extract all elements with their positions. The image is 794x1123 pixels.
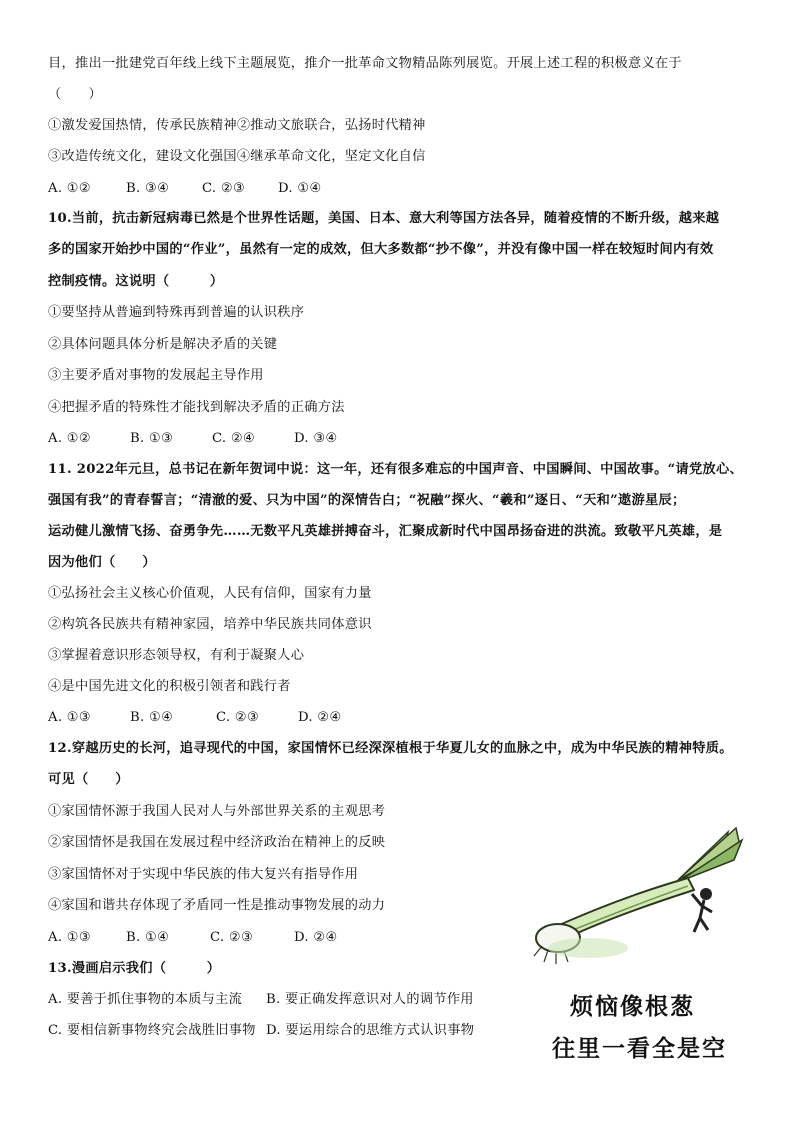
q11-stem-line-2: 强国有我”的青春誓言；“清澈的爱、只为中国”的深情告白；“祝融”探火、“羲和”逐日、“天和”遨游星辰； — [48, 493, 686, 508]
q10-statement-1: ①要坚持从普遍到特殊再到普遍的认识秩序 — [48, 305, 305, 320]
q13-option-b[interactable]: B. 要正确发挥意识对人的调节作用 — [266, 992, 474, 1007]
q13-stem: 13.漫画启示我们（ ） — [48, 961, 221, 976]
q12-statement-2: ②家国情怀是我国在发展过程中经济政治在精神上的反映 — [48, 835, 386, 850]
q10-stem-line-3: 控制疫情。这说明（ ） — [48, 274, 224, 289]
q10-options — [48, 430, 758, 448]
q10-option-a[interactable]: A. ①② — [48, 431, 92, 446]
q13-option-a[interactable]: A. 要善于抓住事物的本质与主流 — [48, 992, 243, 1007]
q9-statement-2: ③改造传统文化，建设文化强国④继承革命文化，坚定文化自信 — [48, 149, 426, 164]
q12-statement-3: ③家国情怀对于实现中华民族的伟大复兴有指导作用 — [48, 867, 359, 882]
q11-stem-line-1: 11. 2022年元旦，总书记在新年贺词中说：这一年，还有很多难忘的中国声音、中国瞬间、中国故事。“请党放心、 — [48, 462, 743, 477]
q10-option-b[interactable]: B. ①③ — [130, 431, 174, 446]
q11-stem-line-3: 运动健儿激情飞扬、奋勇争先……无数平凡英雄拼搏奋斗，汇聚成新时代中国昂扬奋进的洪流。致敬平凡英雄，是 — [48, 524, 723, 539]
q9-statement-1: ①激发爱国热情，传承民族精神②推动文旅联合，弘扬时代精神 — [48, 118, 426, 133]
scallion-drawing — [528, 820, 760, 970]
q9-option-c[interactable]: C. ②③ — [202, 181, 246, 196]
q9-stem: 目，推出一批建党百年线上线下主题展览，推介一批革命文物精品陈列展览。开展上述工程的积极意义在于 — [48, 56, 682, 71]
q11-option-a[interactable]: A. ①③ — [48, 710, 92, 725]
cartoon-caption-line-1: 烦恼像根葱 — [570, 994, 695, 1020]
q10-stem-line-1: 10.当前，抗击新冠病毒已然是个世界性话题，美国、日本、意大利等国方法各异，随着疫情的不断升级，越来越 — [48, 211, 720, 226]
q11-statement-3: ③掌握着意识形态领导权，有利于凝聚人心 — [48, 648, 305, 663]
q11-option-d[interactable]: D. ②④ — [298, 710, 342, 725]
q12-statement-4: ④家国和谐共存体现了矛盾同一性是推动事物发展的动力 — [48, 898, 386, 913]
q10-statement-2: ②具体问题具体分析是解决矛盾的关键 — [48, 337, 278, 352]
q9-paren: （ ） — [48, 87, 102, 102]
q12-option-c[interactable]: C. ②③ — [210, 930, 254, 945]
q10-option-d[interactable]: D. ③④ — [294, 431, 338, 446]
q12-stem-line-1: 12.穿越历史的长河，追寻现代的中国，家国情怀已经深深植根于华夏儿女的血脉之中，成为中华民族的精神特质。 — [48, 741, 733, 756]
q10-option-c[interactable]: C. ②④ — [212, 431, 256, 446]
q13-option-d[interactable]: D. 要运用综合的思维方式认识事物 — [266, 1023, 475, 1038]
q11-option-c[interactable]: C. ②③ — [216, 710, 260, 725]
q11-stem-line-4: 因为他们（ ） — [48, 555, 156, 570]
q10-statement-4: ④把握矛盾的特殊性才能找到解决矛盾的正确方法 — [48, 400, 345, 415]
q9-options — [48, 180, 758, 198]
q9-option-b[interactable]: B. ③④ — [126, 181, 170, 196]
cartoon-caption-line-2: 往里一看全是空 — [552, 1036, 727, 1062]
q12-option-b[interactable]: B. ①④ — [126, 930, 170, 945]
q11-statement-1: ①弘扬社会主义核心价值观，人民有信仰，国家有力量 — [48, 586, 372, 601]
q10-stem-line-2: 多的国家开始抄中国的“作业”，虽然有一定的成效，但大多数都“抄不像”，并没有像中国一样在较短时间内有效 — [48, 242, 714, 257]
q12-option-a[interactable]: A. ①③ — [48, 930, 92, 945]
q9-option-d[interactable]: D. ①④ — [278, 181, 322, 196]
q11-statement-2: ②构筑各民族共有精神家园，培养中华民族共同体意识 — [48, 617, 372, 632]
q12-stem-line-2: 可见（ ） — [48, 772, 129, 787]
q9-option-a[interactable]: A. ①② — [48, 181, 92, 196]
q13-option-c[interactable]: C. 要相信新事物终究会战胜旧事物 — [48, 1023, 256, 1038]
q10-statement-3: ③主要矛盾对事物的发展起主导作用 — [48, 368, 264, 383]
q11-option-b[interactable]: B. ①④ — [130, 710, 174, 725]
q11-statement-4: ④是中国先进文化的积极引领者和践行者 — [48, 679, 291, 694]
q12-option-d[interactable]: D. ②④ — [294, 930, 338, 945]
q12-statement-1: ①家国情怀源于我国人民对人与外部世界关系的主观思考 — [48, 804, 386, 819]
cartoon-illustration — [528, 820, 760, 1100]
q11-options — [48, 709, 758, 727]
